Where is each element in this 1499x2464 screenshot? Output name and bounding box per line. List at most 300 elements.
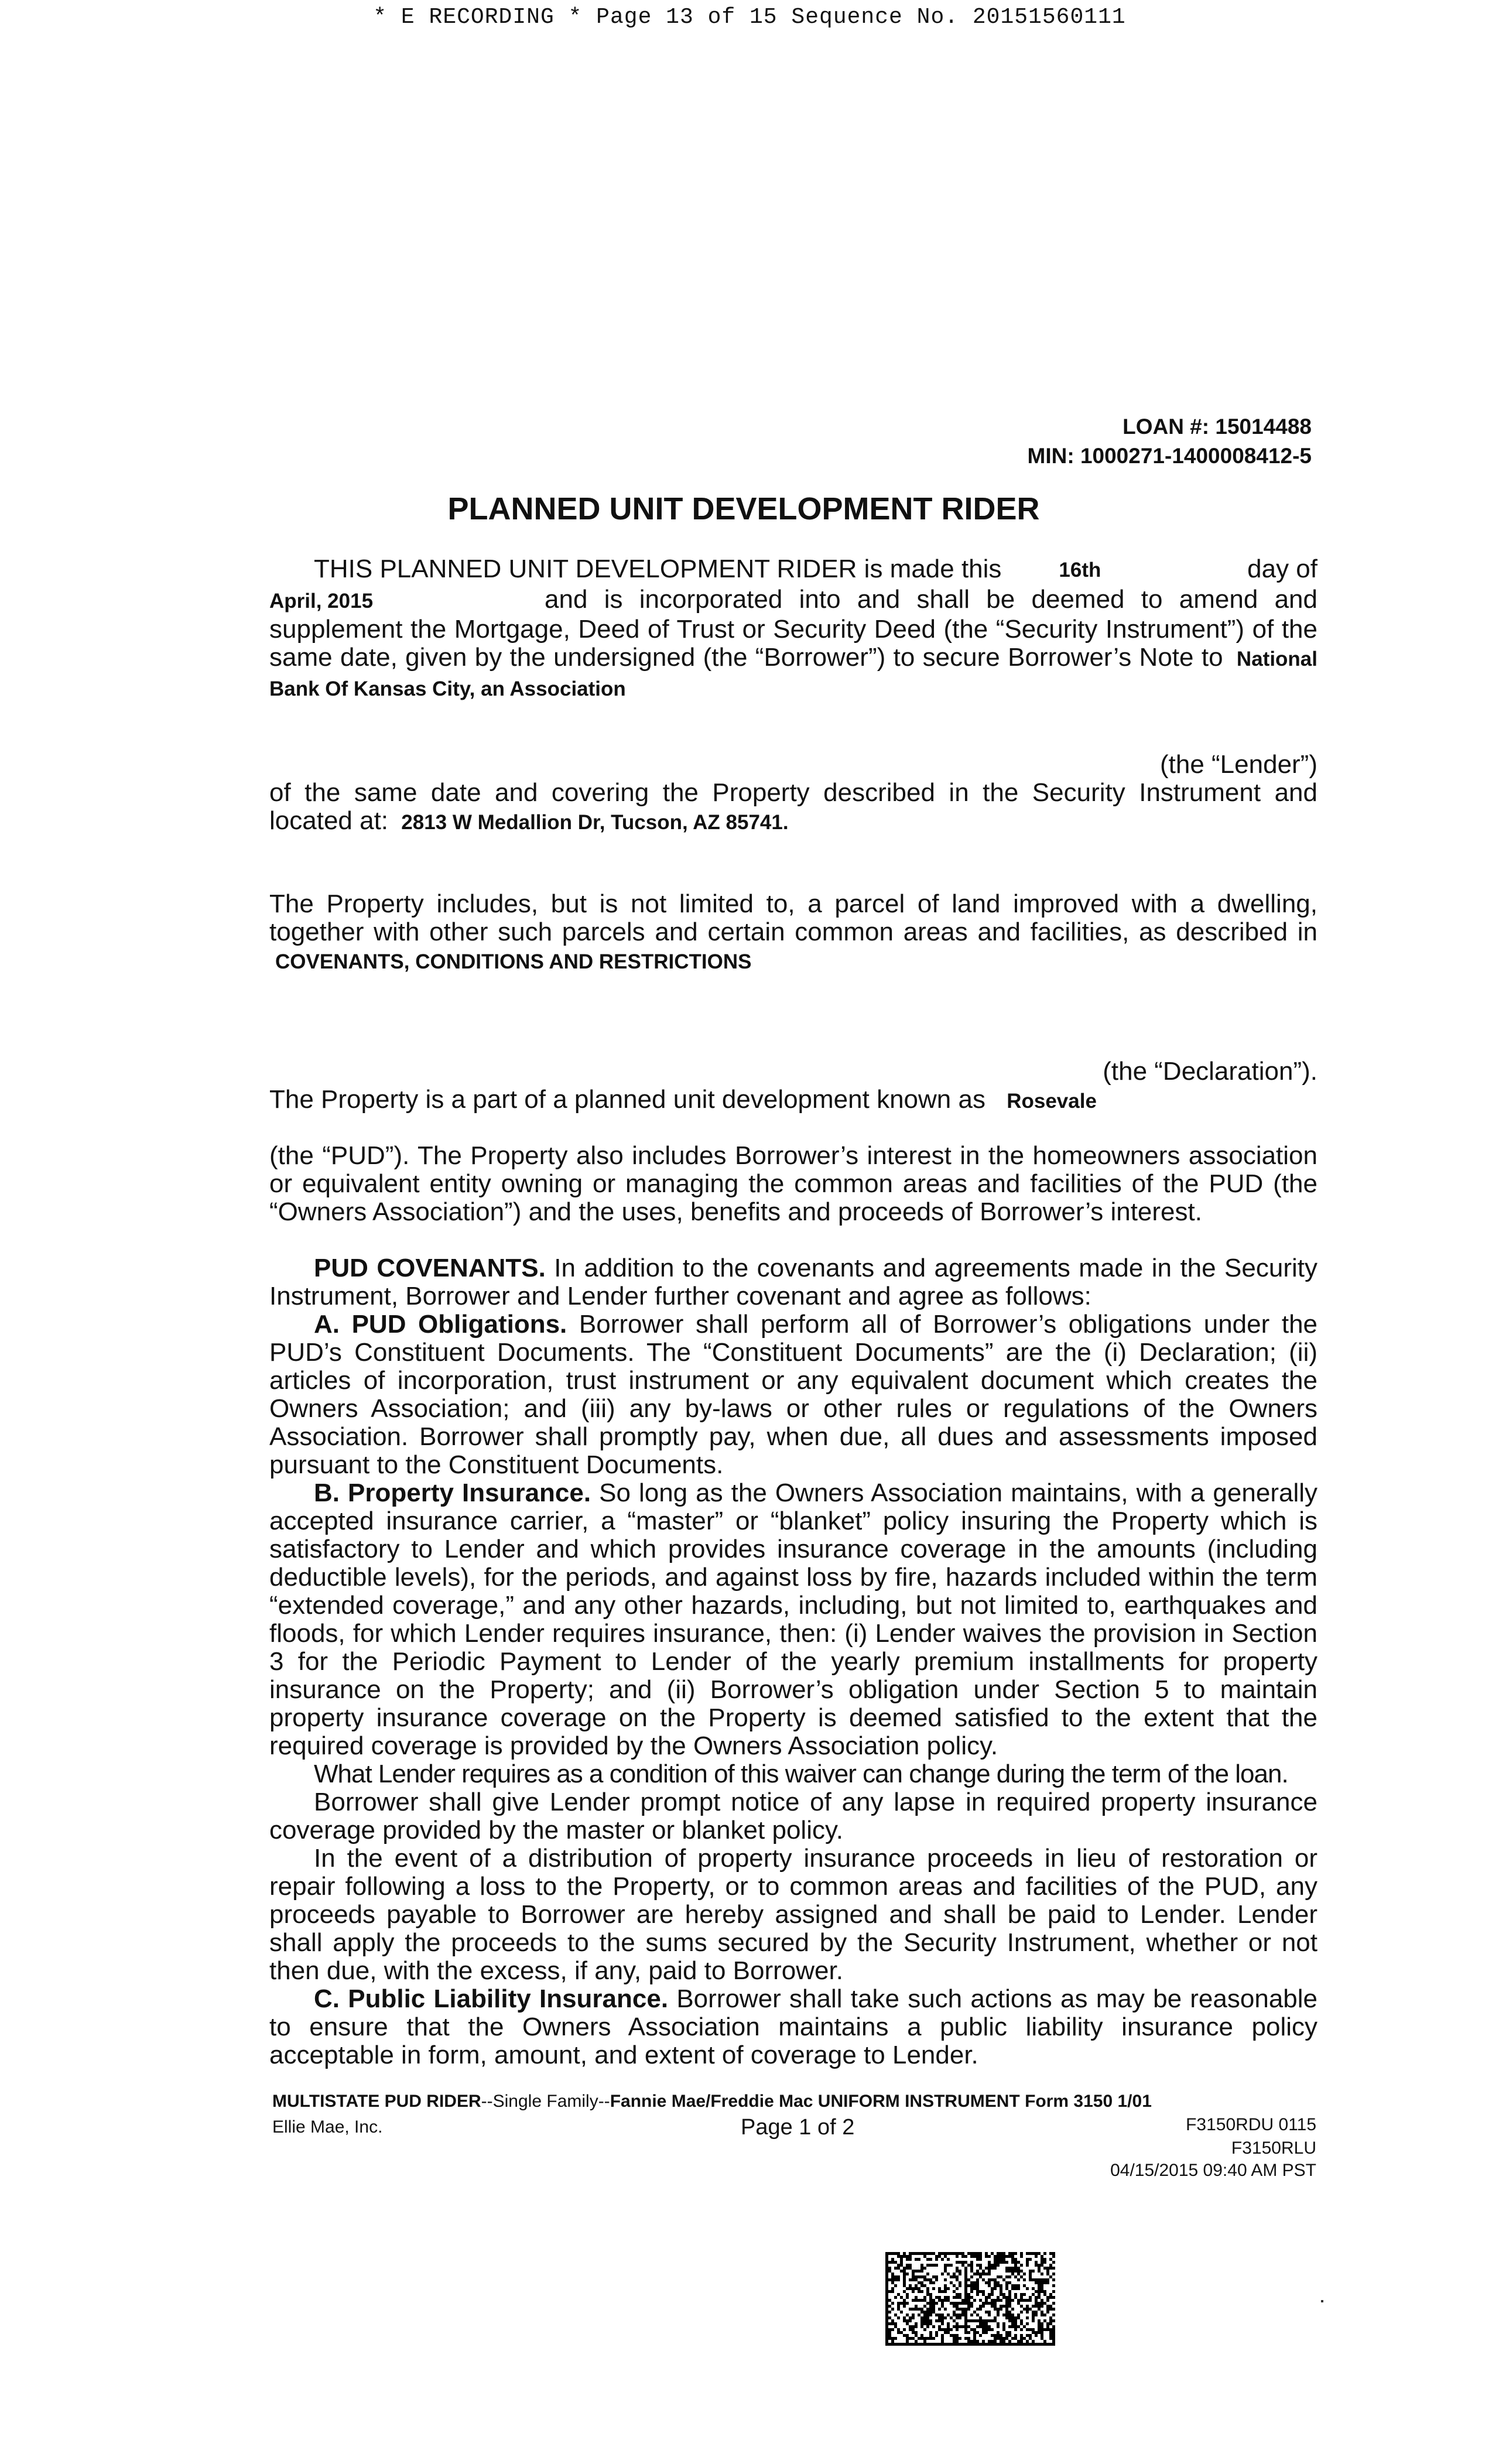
barcode-module <box>959 2284 961 2287</box>
barcode-module <box>985 2331 988 2334</box>
barcode-module <box>915 2331 918 2334</box>
barcode-module <box>906 2322 909 2325</box>
barcode-module <box>985 2322 988 2325</box>
barcode-module <box>973 2284 976 2287</box>
barcode-module <box>979 2343 982 2346</box>
barcode-module <box>1005 2270 1008 2273</box>
barcode-module <box>900 2311 903 2314</box>
barcode-module <box>1008 2316 1011 2319</box>
barcode-module <box>956 2278 959 2281</box>
barcode-module <box>1052 2308 1055 2311</box>
barcode-module <box>1008 2290 1011 2293</box>
barcode-module <box>1008 2299 1011 2302</box>
barcode-module <box>912 2270 915 2273</box>
barcode-module <box>912 2275 915 2278</box>
barcode-module <box>1011 2299 1014 2302</box>
covenant-a-text: Borrower shall perform all of Borrower’s obligations under the PUD’s Constituent Documents. The “Constituent Documents” are the (i) Declaration; (ii) articles of incorporation, trust instrument or any equivalent document which creates the Owners Association; and (iii) any by-laws or other rules or regulations of the Owners Association. Borrower shall promptly pay, when due, all dues and assessments imposed pursuant to the Constituent Documents. <box>269 1310 1318 1479</box>
barcode-module <box>941 2328 944 2331</box>
barcode-module <box>894 2322 897 2325</box>
barcode-module <box>1049 2275 1052 2278</box>
barcode-module <box>918 2281 920 2284</box>
barcode-module <box>970 2255 973 2258</box>
barcode-module <box>982 2305 985 2308</box>
barcode-module <box>985 2296 988 2299</box>
barcode-module <box>1005 2261 1008 2264</box>
barcode-module <box>970 2328 973 2331</box>
covenants-intro <box>269 1254 1317 1310</box>
barcode-module <box>959 2314 961 2316</box>
barcode-module <box>1026 2252 1029 2255</box>
barcode-module <box>953 2337 956 2340</box>
barcode-module <box>1026 2264 1029 2267</box>
barcode-module <box>970 2296 973 2299</box>
barcode-module <box>982 2322 985 2325</box>
barcode-module <box>918 2314 920 2316</box>
barcode-module <box>970 2275 973 2278</box>
barcode-module <box>1014 2267 1017 2270</box>
barcode-module <box>961 2343 964 2346</box>
barcode-module <box>1035 2302 1038 2305</box>
barcode-module <box>938 2328 941 2331</box>
barcode-module <box>929 2252 932 2255</box>
barcode-module <box>964 2261 967 2264</box>
barcode-module <box>1014 2325 1017 2328</box>
barcode-module <box>1041 2325 1043 2328</box>
barcode-module <box>970 2252 973 2255</box>
barcode-module <box>909 2319 912 2322</box>
barcode-module <box>920 2322 923 2325</box>
barcode-module <box>964 2296 967 2299</box>
barcode-module <box>979 2308 982 2311</box>
barcode-module <box>973 2331 976 2334</box>
barcode-module <box>1017 2299 1020 2302</box>
barcode-module <box>903 2302 906 2305</box>
barcode-module <box>1038 2319 1041 2322</box>
barcode-module <box>926 2293 929 2296</box>
footer-form-line <box>272 2092 1152 2111</box>
barcode-module <box>1020 2337 1023 2340</box>
barcode-module <box>944 2278 947 2281</box>
barcode-module <box>1017 2270 1020 2273</box>
barcode-module <box>941 2340 944 2343</box>
barcode-module <box>967 2319 970 2322</box>
barcode-module <box>891 2273 894 2275</box>
barcode-module <box>897 2264 900 2267</box>
barcode-module <box>885 2258 888 2261</box>
barcode-module <box>915 2252 918 2255</box>
barcode-module <box>1008 2255 1011 2258</box>
barcode-module <box>1002 2314 1005 2316</box>
barcode-module <box>973 2343 976 2346</box>
barcode-module <box>994 2316 997 2319</box>
barcode-module <box>1005 2308 1008 2311</box>
barcode-module <box>947 2287 950 2290</box>
barcode-module <box>912 2331 915 2334</box>
barcode-module <box>920 2267 923 2270</box>
barcode-module <box>923 2314 926 2316</box>
barcode-module <box>964 2343 967 2346</box>
barcode-module <box>891 2340 894 2343</box>
barcode-module <box>920 2275 923 2278</box>
barcode-module <box>964 2284 967 2287</box>
barcode-module <box>1032 2331 1035 2334</box>
barcode-module <box>967 2340 970 2343</box>
barcode-module <box>991 2290 994 2293</box>
barcode-module <box>909 2267 912 2270</box>
barcode-module <box>964 2255 967 2258</box>
barcode-module <box>1038 2284 1041 2287</box>
barcode-module <box>926 2264 929 2267</box>
barcode-module <box>947 2296 950 2299</box>
barcode-module <box>997 2258 1000 2261</box>
covenant-c <box>269 1985 1317 2069</box>
barcode-module <box>932 2264 935 2267</box>
barcode-module <box>950 2334 953 2337</box>
barcode-module <box>923 2278 926 2281</box>
barcode-module <box>982 2302 985 2305</box>
property-address: 2813 W Medallion Dr, Tucson, AZ 85741. <box>401 811 789 834</box>
barcode-module <box>903 2305 906 2308</box>
barcode-module <box>1041 2328 1043 2331</box>
barcode-module <box>997 2322 1000 2325</box>
barcode-module <box>991 2287 994 2290</box>
barcode-module <box>1014 2270 1017 2273</box>
barcode-module <box>903 2328 906 2331</box>
barcode-module <box>1029 2275 1032 2278</box>
barcode-module <box>991 2343 994 2346</box>
barcode-module <box>897 2267 900 2270</box>
barcode-module <box>1038 2328 1041 2331</box>
barcode-module <box>903 2290 906 2293</box>
barcode-module <box>1014 2296 1017 2299</box>
barcode-module <box>997 2311 1000 2314</box>
covenant-a <box>269 1310 1317 1479</box>
barcode-module <box>912 2252 915 2255</box>
barcode-module <box>970 2270 973 2273</box>
barcode-module <box>1017 2278 1020 2281</box>
barcode-module <box>941 2302 944 2305</box>
barcode-module <box>932 2311 935 2314</box>
barcode-module <box>944 2331 947 2334</box>
barcode-module <box>956 2275 959 2278</box>
barcode-module <box>985 2267 988 2270</box>
barcode-module <box>885 2314 888 2316</box>
barcode-module <box>976 2325 979 2328</box>
barcode-module <box>891 2252 894 2255</box>
barcode-module <box>885 2264 888 2267</box>
barcode-module <box>920 2270 923 2273</box>
barcode-module <box>991 2299 994 2302</box>
barcode-module <box>1046 2325 1049 2328</box>
barcode-module <box>967 2299 970 2302</box>
barcode-module <box>1052 2252 1055 2255</box>
barcode-module <box>1041 2311 1043 2314</box>
barcode-module <box>979 2290 982 2293</box>
barcode-module <box>897 2293 900 2296</box>
barcode-module <box>918 2343 920 2346</box>
barcode-module <box>1035 2264 1038 2267</box>
barcode-module <box>1038 2325 1041 2328</box>
barcode-module <box>956 2337 959 2340</box>
barcode-module <box>1000 2261 1002 2264</box>
barcode-module <box>915 2340 918 2343</box>
barcode-module <box>909 2264 912 2267</box>
barcode-module <box>944 2308 947 2311</box>
barcode-module <box>929 2334 932 2337</box>
barcode-module <box>961 2314 964 2316</box>
barcode-module <box>926 2311 929 2314</box>
barcode-module <box>903 2275 906 2278</box>
barcode-module <box>906 2314 909 2316</box>
barcode-module <box>1029 2273 1032 2275</box>
barcode-module <box>1041 2273 1043 2275</box>
barcode-module <box>926 2316 929 2319</box>
barcode-module <box>1035 2290 1038 2293</box>
barcode-module <box>979 2275 982 2278</box>
barcode-module <box>1017 2325 1020 2328</box>
barcode-module <box>888 2328 891 2331</box>
barcode-module <box>1046 2281 1049 2284</box>
barcode-module <box>1041 2264 1043 2267</box>
barcode-module <box>1005 2281 1008 2284</box>
barcode-module <box>982 2325 985 2328</box>
barcode-module <box>964 2328 967 2331</box>
barcode-module <box>1049 2322 1052 2325</box>
barcode-module <box>985 2328 988 2331</box>
barcode-module <box>885 2331 888 2334</box>
barcode-module <box>918 2290 920 2293</box>
intro-text-1: THIS PLANNED UNIT DEVELOPMENT RIDER is made this <box>314 555 1002 583</box>
barcode-module <box>964 2325 967 2328</box>
barcode-module <box>964 2290 967 2293</box>
barcode-module <box>888 2278 891 2281</box>
barcode-module <box>956 2316 959 2319</box>
barcode-module <box>885 2261 888 2264</box>
barcode-module <box>1032 2311 1035 2314</box>
barcode-module <box>1035 2343 1038 2346</box>
intro-text-3: and is incorporated into and shall be deemed to amend and supplement the Mortgage, Deed of Trust or Security Deed (the “Security Instrument”) of the same date, given by the undersigned (the “Borrower”) to secure Borrower’s Note to <box>269 585 1317 672</box>
barcode-module <box>959 2270 961 2273</box>
barcode-module <box>970 2305 973 2308</box>
barcode-module <box>976 2343 979 2346</box>
barcode-module <box>929 2343 932 2346</box>
barcode-module <box>891 2275 894 2278</box>
footer-form-text: --Single Family-- <box>481 2092 610 2111</box>
barcode-module <box>953 2296 956 2299</box>
barcode-module <box>1017 2316 1020 2319</box>
barcode-module <box>1043 2314 1046 2316</box>
barcode-module <box>973 2281 976 2284</box>
barcode-module <box>988 2314 991 2316</box>
barcode-module <box>970 2343 973 2346</box>
barcode-module <box>915 2284 918 2287</box>
barcode-module <box>970 2290 973 2293</box>
barcode-module <box>950 2252 953 2255</box>
barcode-module <box>1008 2319 1011 2322</box>
covenant-b-text: So long as the Owners Association maintains, with a generally accepted insurance carrier, a “master” or “blanket” policy insuring the Property which is satisfactory to Lender and which provides insurance coverage in the amounts (including deductible levels), for the periods, and against loss by fire, hazards included within the term “extended coverage,” and any other hazards, including, but not limited to, earthquakes and floods, for which Lender requires insurance, then: (i) Lender waives the provision in Section 3 for the Periodic Payment to Lender of the yearly premium installments for property insurance on the Property; and (ii) Borrower’s obligation under Section 5 to maintain property insurance coverage on the Property is deemed satisfied to the extent that the required coverage is provided by the Owners Association policy. <box>269 1479 1317 1760</box>
barcode-module <box>885 2319 888 2322</box>
barcode-module <box>1002 2343 1005 2346</box>
barcode-module <box>920 2337 923 2340</box>
barcode-module <box>1052 2334 1055 2337</box>
barcode-module <box>1020 2296 1023 2299</box>
barcode-module <box>1017 2287 1020 2290</box>
barcode-module <box>929 2258 932 2261</box>
barcode-module <box>906 2319 909 2322</box>
barcode-module <box>947 2325 950 2328</box>
barcode-module <box>1000 2337 1002 2340</box>
barcode-module <box>891 2290 894 2293</box>
barcode-module <box>1014 2334 1017 2337</box>
barcode-module <box>923 2305 926 2308</box>
barcode-module <box>1011 2267 1014 2270</box>
barcode-module <box>979 2267 982 2270</box>
barcode-module <box>979 2325 982 2328</box>
barcode-module <box>1043 2293 1046 2296</box>
barcode-module <box>1032 2252 1035 2255</box>
barcode-module <box>885 2255 888 2258</box>
barcode-module <box>929 2319 932 2322</box>
barcode-module <box>994 2305 997 2308</box>
covenant-c-heading: C. Public Liability Insurance. <box>314 1984 669 2013</box>
barcode-module <box>926 2302 929 2305</box>
barcode-module <box>903 2255 906 2258</box>
barcode-module <box>947 2322 950 2325</box>
barcode-module <box>1005 2296 1008 2299</box>
barcode-module <box>1014 2293 1017 2296</box>
barcode-module <box>891 2261 894 2264</box>
barcode-module <box>909 2343 912 2346</box>
intro-line-1 <box>269 555 1317 586</box>
barcode-module <box>947 2252 950 2255</box>
barcode-module <box>1029 2308 1032 2311</box>
barcode-module <box>900 2264 903 2267</box>
barcode-module <box>988 2319 991 2322</box>
barcode-module <box>950 2264 953 2267</box>
barcode-module <box>970 2314 973 2316</box>
barcode-module <box>1041 2322 1043 2325</box>
barcode-module <box>885 2305 888 2308</box>
barcode-module <box>964 2311 967 2314</box>
barcode-module <box>964 2319 967 2322</box>
barcode-module <box>991 2278 994 2281</box>
barcode-module <box>915 2325 918 2328</box>
barcode-module <box>1052 2267 1055 2270</box>
barcode-module <box>1046 2278 1049 2281</box>
footer-form-code-1: F3150RDU 0115 <box>1186 2115 1316 2134</box>
barcode-module <box>929 2299 932 2302</box>
barcode-module <box>1026 2258 1029 2261</box>
barcode-module <box>920 2316 923 2319</box>
barcode-module <box>1049 2293 1052 2296</box>
barcode-module <box>1020 2252 1023 2255</box>
barcode-module <box>900 2261 903 2264</box>
barcode-module <box>1052 2255 1055 2258</box>
barcode-module <box>973 2334 976 2337</box>
barcode-module <box>932 2281 935 2284</box>
barcode-module <box>994 2319 997 2322</box>
barcode-module <box>1052 2278 1055 2281</box>
barcode-module <box>956 2325 959 2328</box>
barcode-module <box>1043 2281 1046 2284</box>
barcode-module <box>994 2334 997 2337</box>
barcode-module <box>906 2267 909 2270</box>
barcode-module <box>1035 2334 1038 2337</box>
barcode-module <box>1035 2311 1038 2314</box>
barcode-module <box>1052 2314 1055 2316</box>
barcode-module <box>973 2337 976 2340</box>
barcode-module <box>897 2343 900 2346</box>
barcode-module <box>920 2290 923 2293</box>
barcode-module <box>953 2284 956 2287</box>
barcode-module <box>1023 2299 1026 2302</box>
barcode-module <box>1032 2278 1035 2281</box>
barcode-module <box>926 2319 929 2322</box>
barcode-module <box>918 2252 920 2255</box>
barcode-module <box>1005 2267 1008 2270</box>
intro-day: 16th <box>1059 559 1101 581</box>
barcode-module <box>926 2278 929 2281</box>
barcode-module <box>915 2334 918 2337</box>
barcode-module <box>988 2255 991 2258</box>
barcode-module <box>1038 2296 1041 2299</box>
barcode-module <box>903 2278 906 2281</box>
barcode-module <box>982 2328 985 2331</box>
barcode-module <box>988 2278 991 2281</box>
barcode-module <box>976 2290 979 2293</box>
barcode-module <box>920 2284 923 2287</box>
property-text-2: The Property is a part of a planned unit development known as <box>269 1085 985 1114</box>
barcode-module <box>973 2273 976 2275</box>
barcode-module <box>1002 2278 1005 2281</box>
barcode-module <box>1011 2273 1014 2275</box>
barcode-module <box>900 2296 903 2299</box>
barcode-module <box>932 2299 935 2302</box>
barcode-module <box>906 2258 909 2261</box>
barcode-module <box>967 2252 970 2255</box>
barcode-module <box>909 2284 912 2287</box>
barcode-module <box>994 2261 997 2264</box>
barcode-module <box>947 2331 950 2334</box>
barcode-module <box>891 2302 894 2305</box>
barcode-module <box>944 2255 947 2258</box>
barcode-module <box>1011 2284 1014 2287</box>
barcode-module <box>935 2278 938 2281</box>
barcode-module <box>997 2343 1000 2346</box>
barcode-module <box>973 2255 976 2258</box>
barcode-module <box>935 2331 938 2334</box>
barcode-module <box>1000 2284 1002 2287</box>
barcode-module <box>1043 2267 1046 2270</box>
stray-dot <box>1321 2300 1323 2302</box>
barcode-module <box>920 2281 923 2284</box>
barcode-module <box>909 2278 912 2281</box>
barcode-module <box>982 2273 985 2275</box>
barcode-module <box>1000 2290 1002 2293</box>
barcode-module <box>944 2270 947 2273</box>
barcode-module <box>964 2314 967 2316</box>
barcode-module <box>967 2296 970 2299</box>
covenant-b-notice: Borrower shall give Lender prompt notice of any lapse in required property insurance coverage provided by the master or blanket policy. <box>269 1788 1317 1844</box>
barcode-module <box>1014 2258 1017 2261</box>
barcode-module <box>929 2302 932 2305</box>
lender-label: (the “Lender”) <box>1159 750 1317 779</box>
barcode-module <box>953 2334 956 2337</box>
barcode-module <box>897 2308 900 2311</box>
barcode-module <box>956 2308 959 2311</box>
barcode-module <box>1026 2322 1029 2325</box>
pud-definition: (the “PUD”). The Property also includes Borrower’s interest in the homeowners association or equivalent entity owning or managing the common areas and facilities of the PUD (the “Owners Association”) and the uses, benefits and proceeds of Borrower’s interest. <box>269 1141 1317 1226</box>
